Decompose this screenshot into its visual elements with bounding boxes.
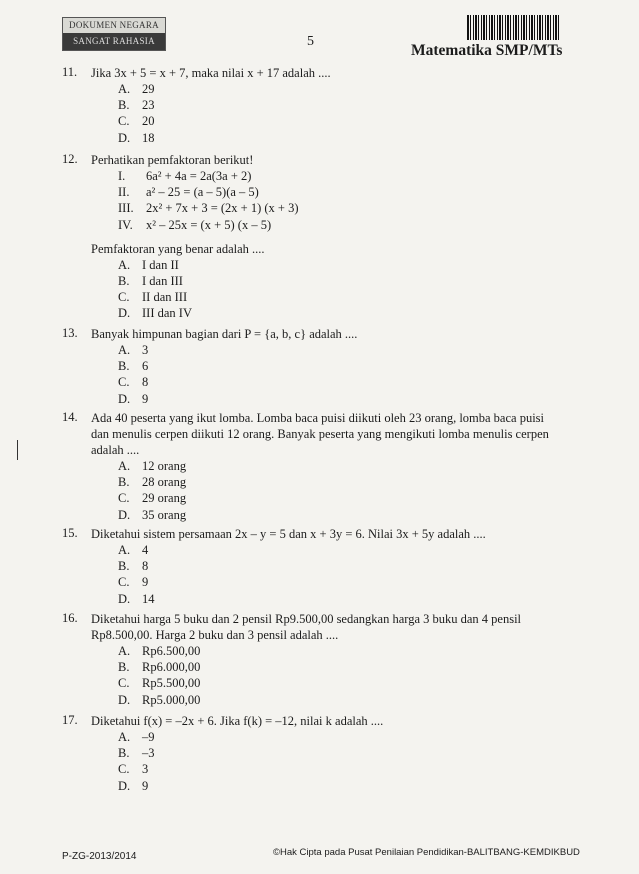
statement-item bbox=[118, 168, 562, 184]
statement-item bbox=[118, 217, 562, 233]
option-list bbox=[118, 643, 562, 708]
question-text bbox=[91, 410, 562, 458]
question-16 bbox=[62, 611, 562, 708]
statement-item bbox=[118, 184, 562, 200]
option-b[interactable] bbox=[118, 358, 562, 374]
option-a[interactable] bbox=[118, 257, 562, 273]
option-label: B. bbox=[118, 359, 130, 374]
question-line: Ada 40 peserta yang ikut lomba. Lomba baca puisi diikuti oleh 23 orang, lomba baca puisi bbox=[91, 411, 545, 425]
question-17 bbox=[62, 713, 562, 794]
option-c[interactable] bbox=[118, 374, 562, 390]
option-label: D. bbox=[118, 306, 131, 321]
question-number: 16. bbox=[62, 611, 78, 625]
option-d[interactable] bbox=[118, 130, 562, 146]
option-label: A. bbox=[118, 459, 131, 473]
question-prompt: Pemfaktoran yang benar adalah .... bbox=[91, 241, 265, 256]
option-label: D. bbox=[118, 591, 131, 606]
question-line: adalah .... bbox=[91, 443, 140, 457]
option-text: 20 bbox=[142, 114, 155, 129]
statement-label: IV. bbox=[118, 217, 133, 232]
option-label: C. bbox=[118, 114, 130, 129]
option-list bbox=[118, 542, 562, 607]
option-text: 29 orang bbox=[142, 491, 187, 506]
copyright-notice: ©Hak Cipta pada Pusat Penilaian Pendidikan-BALITBANG-KEMDIKBUD bbox=[273, 847, 580, 858]
option-text: 35 orang bbox=[142, 507, 187, 522]
option-text: 9 bbox=[142, 778, 149, 793]
option-text: I dan III bbox=[142, 273, 183, 288]
question-text bbox=[91, 611, 562, 643]
option-text: 6 bbox=[142, 359, 149, 374]
option-label: C. bbox=[118, 676, 130, 691]
option-label: A. bbox=[118, 82, 131, 96]
option-label: C. bbox=[118, 290, 130, 305]
statement-label: I. bbox=[118, 169, 126, 183]
option-label: C. bbox=[118, 575, 130, 590]
option-a[interactable] bbox=[118, 729, 562, 745]
option-c[interactable] bbox=[118, 761, 562, 777]
option-label: D. bbox=[118, 130, 131, 145]
option-label: C. bbox=[118, 375, 130, 390]
option-b[interactable] bbox=[118, 745, 562, 761]
option-text: 14 bbox=[142, 591, 155, 606]
question-14 bbox=[62, 410, 562, 523]
option-text: 9 bbox=[142, 391, 149, 406]
option-label: D. bbox=[118, 692, 131, 707]
question-number: 17. bbox=[62, 713, 78, 727]
question-number: 13. bbox=[62, 326, 78, 340]
option-a[interactable] bbox=[118, 542, 562, 558]
question-line: Diketahui harga 5 buku dan 2 pensil Rp9.500,00 sedangkan harga 3 buku dan 4 pensil bbox=[91, 612, 522, 626]
question-number: 11. bbox=[62, 65, 78, 79]
option-text: –3 bbox=[142, 746, 155, 761]
option-text: 29 bbox=[142, 82, 155, 96]
subject-title: Matematika SMP/MTs bbox=[411, 42, 563, 59]
statement-text: 2x² + 7x + 3 = (2x + 1) (x + 3) bbox=[146, 201, 299, 216]
option-label: B. bbox=[118, 98, 130, 113]
option-c[interactable] bbox=[118, 113, 562, 129]
question-number: 14. bbox=[62, 410, 78, 424]
option-b[interactable] bbox=[118, 97, 562, 113]
question-text: Banyak himpunan bagian dari P = {a, b, c} adalah .... bbox=[91, 327, 358, 341]
option-label: C. bbox=[118, 491, 130, 506]
option-label: A. bbox=[118, 543, 131, 557]
option-text: Rp5.500,00 bbox=[142, 676, 201, 691]
option-text: 8 bbox=[142, 559, 149, 574]
option-label: A. bbox=[118, 730, 131, 744]
option-a[interactable] bbox=[118, 458, 562, 474]
option-b[interactable] bbox=[118, 659, 562, 675]
option-label: B. bbox=[118, 660, 130, 675]
option-text: 4 bbox=[142, 543, 149, 557]
classification-stamp bbox=[62, 17, 166, 51]
option-list bbox=[118, 257, 562, 322]
option-text: 3 bbox=[142, 343, 149, 357]
statement-text: x² – 25x = (x + 5) (x – 5) bbox=[146, 217, 272, 232]
option-text: 8 bbox=[142, 375, 149, 390]
stamp-bottom-text: SANGAT RAHASIA bbox=[63, 33, 165, 50]
option-c[interactable] bbox=[118, 574, 562, 590]
question-line: dan menulis cerpen diikuti 12 orang. Banyak peserta yang mengikuti lomba menulis cerpen bbox=[91, 427, 549, 441]
document-code: P-ZG-2013/2014 bbox=[62, 851, 137, 862]
option-label: B. bbox=[118, 559, 130, 574]
option-a[interactable] bbox=[118, 81, 562, 97]
question-11 bbox=[62, 65, 562, 146]
option-text: III dan IV bbox=[142, 306, 192, 321]
option-text: –9 bbox=[142, 730, 155, 744]
option-d[interactable] bbox=[118, 778, 562, 794]
question-number: 12. bbox=[62, 152, 78, 166]
option-list bbox=[118, 458, 562, 523]
option-text: II dan III bbox=[142, 290, 188, 305]
question-12 bbox=[62, 152, 562, 322]
question-text: Diketahui f(x) = –2x + 6. Jika f(k) = –12, nilai k adalah .... bbox=[91, 714, 384, 728]
option-label: D. bbox=[118, 391, 131, 406]
statement-item bbox=[118, 200, 562, 216]
option-d[interactable] bbox=[118, 591, 562, 607]
option-a[interactable] bbox=[118, 342, 562, 358]
question-number: 15. bbox=[62, 526, 78, 540]
option-label: B. bbox=[118, 746, 130, 761]
statement-text: 6a² + 4a = 2a(3a + 2) bbox=[146, 169, 252, 183]
option-list bbox=[118, 729, 562, 794]
question-text: Diketahui sistem persamaan 2x – y = 5 dan x + 3y = 6. Nilai 3x + 5y adalah .... bbox=[91, 527, 486, 541]
option-text: 9 bbox=[142, 575, 149, 590]
stamp-top-text: DOKUMEN NEGARA bbox=[63, 18, 165, 33]
option-label: B. bbox=[118, 475, 130, 490]
option-b[interactable] bbox=[118, 273, 562, 289]
question-line: Rp8.500,00. Harga 2 buku dan 3 pensil adalah .... bbox=[91, 628, 339, 642]
question-15 bbox=[62, 526, 562, 607]
option-label: D. bbox=[118, 507, 131, 522]
option-text: Rp6.000,00 bbox=[142, 660, 201, 675]
option-text: 23 bbox=[142, 98, 155, 113]
option-c[interactable] bbox=[118, 490, 562, 506]
option-text: I dan II bbox=[142, 257, 179, 272]
option-b[interactable] bbox=[118, 558, 562, 574]
option-list bbox=[118, 342, 562, 407]
option-d[interactable] bbox=[118, 391, 562, 407]
option-d[interactable] bbox=[118, 305, 562, 321]
option-a[interactable] bbox=[118, 643, 562, 659]
option-text: 12 orang bbox=[142, 459, 187, 473]
statement-label: II. bbox=[118, 185, 130, 200]
option-text: 18 bbox=[142, 130, 155, 145]
option-c[interactable] bbox=[118, 289, 562, 305]
option-text: Rp6.500,00 bbox=[142, 644, 201, 658]
option-text: Rp5.000,00 bbox=[142, 692, 201, 707]
page-number: 5 bbox=[307, 34, 314, 49]
option-label: A. bbox=[118, 257, 131, 272]
statement-text: a² – 25 = (a – 5)(a – 5) bbox=[146, 185, 259, 200]
statement-list bbox=[118, 168, 562, 233]
statement-label: III. bbox=[118, 201, 134, 216]
option-text: 3 bbox=[142, 762, 149, 777]
option-d[interactable] bbox=[118, 692, 562, 708]
option-label: B. bbox=[118, 273, 130, 288]
option-label: A. bbox=[118, 343, 131, 357]
option-text: 28 orang bbox=[142, 475, 187, 490]
question-13 bbox=[62, 326, 562, 407]
option-b[interactable] bbox=[118, 474, 562, 490]
margin-mark bbox=[17, 440, 18, 460]
question-text: Jika 3x + 5 = x + 7, maka nilai x + 17 adalah .... bbox=[91, 66, 331, 80]
option-label: A. bbox=[118, 644, 131, 658]
barcode-icon bbox=[467, 15, 560, 40]
option-label: D. bbox=[118, 778, 131, 793]
option-label: C. bbox=[118, 762, 130, 777]
question-text: Perhatikan pemfaktoran berikut! bbox=[91, 153, 254, 167]
option-list bbox=[118, 81, 562, 146]
option-d[interactable] bbox=[118, 507, 562, 523]
option-c[interactable] bbox=[118, 675, 562, 691]
